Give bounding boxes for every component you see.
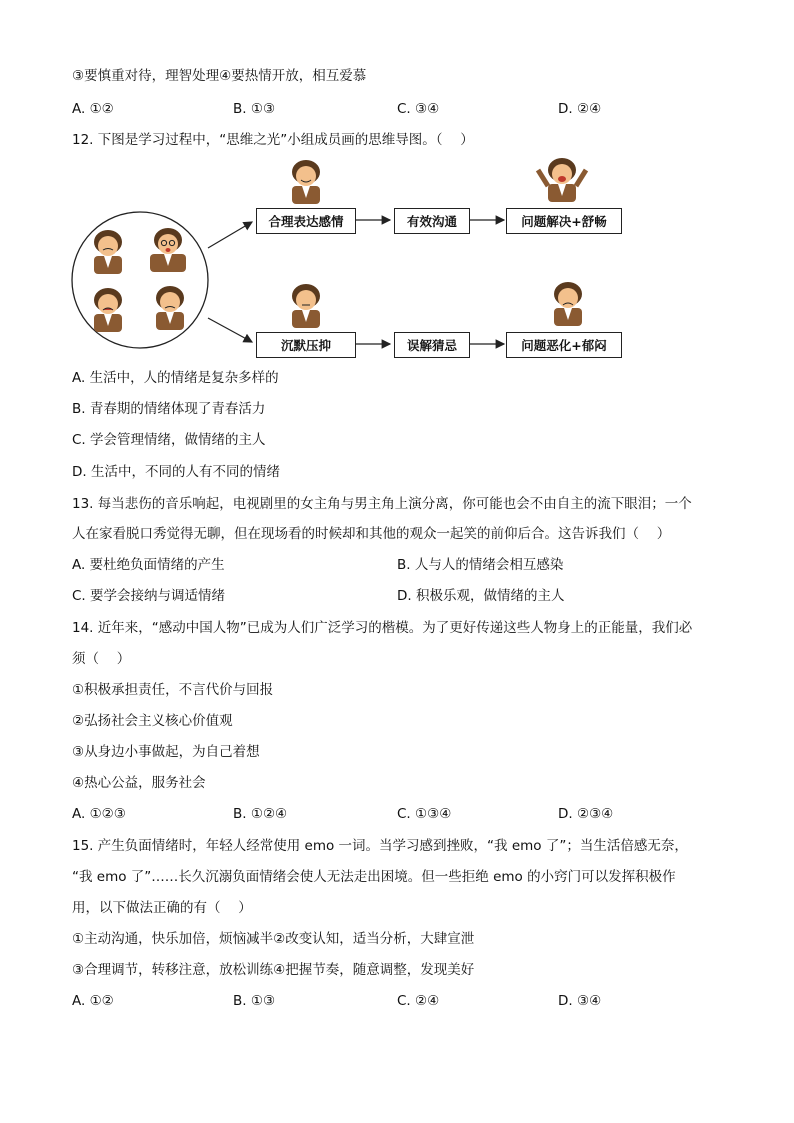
arrow-to-top [208,222,252,248]
figure-expressing-icon [292,160,320,204]
q14-option-a[interactable]: A. ①②③ [72,806,126,822]
question-14-stem-2: 须（ ） [72,651,131,667]
option-b[interactable]: B. ①③ [233,101,276,117]
arrow-to-bottom [208,318,252,342]
question-12-stem: 12. 下图是学习过程中，“思维之光”小组成员画的思维导图。（ ） [72,132,474,148]
question-13-stem-2: 人在家看脱口秀觉得无聊，但在现场看的时候却和其他的观众一起笑的前仰后合。这告诉我们（ ） [72,526,671,542]
q14-item-4: ④热心公益，服务社会 [72,775,206,791]
q15-items-1: ①主动沟通，快乐加倍，烦恼减半②改变认知，适当分析，大肆宣泄 [72,931,475,947]
question-15-stem-3: 用，以下做法正确的有（ ） [72,900,252,916]
box-problem-worsened: 问题恶化+郁闷 [506,332,622,358]
figure-silent-icon [292,284,320,328]
q13-option-a[interactable]: A. 要杜绝负面情绪的产生 [72,557,225,573]
question-15-stem-2: “我 emo 了”……长久沉溺负面情绪会使人无法走出困境。但一些拒绝 emo 的小窍门可以发挥积极作 [72,869,676,885]
option-a[interactable]: A. ①② [72,101,114,117]
q15-items-2: ③合理调节，转移注意，放松训练④把握节奏，随意调整，发现美好 [72,962,475,978]
box-express-feelings: 合理表达感情 [256,208,356,234]
option-d[interactable]: D. ②④ [558,101,602,117]
q13-option-b[interactable]: B. 人与人的情绪会相互感染 [397,557,564,573]
mind-map-diagram [60,150,660,365]
q15-option-c[interactable]: C. ②④ [397,993,440,1009]
statement-line: ③要慎重对待，理智处理④要热情开放，相互爱慕 [72,68,367,84]
question-13-stem-1: 13. 每当悲伤的音乐响起，电视剧里的女主角与男主角上演分离，你可能也会不由自主的流下眼泪；一个 [72,496,692,512]
q12-option-d[interactable]: D. 生活中，不同的人有不同的情绪 [72,464,280,480]
box-problem-solved: 问题解决+舒畅 [506,208,622,234]
q14-option-c[interactable]: C. ①③④ [397,806,452,822]
question-14-stem-1: 14. 近年来，“感动中国人物”已成为人们广泛学习的楷模。为了更好传递这些人物身上的正能量，我们必 [72,620,693,636]
q14-item-2: ②弘扬社会主义核心价值观 [72,713,233,729]
option-c[interactable]: C. ③④ [397,101,440,117]
box-misunderstanding: 误解猜忌 [394,332,470,358]
emotion-circle [72,212,208,348]
q14-option-b[interactable]: B. ①②④ [233,806,288,822]
q14-item-1: ①积极承担责任，不言代价与回报 [72,682,274,698]
q15-option-d[interactable]: D. ③④ [558,993,602,1009]
q15-option-a[interactable]: A. ①② [72,993,114,1009]
box-silent-suppression: 沉默压抑 [256,332,356,358]
q13-option-c[interactable]: C. 要学会接纳与调适情绪 [72,588,226,604]
q14-item-3: ③从身边小事做起，为自己着想 [72,744,260,760]
q12-option-c[interactable]: C. 学会管理情绪，做情绪的主人 [72,432,266,448]
figure-cheering-icon [538,158,586,202]
q13-option-d[interactable]: D. 积极乐观，做情绪的主人 [397,588,565,604]
q12-option-a[interactable]: A. 生活中，人的情绪是复杂多样的 [72,370,279,386]
q12-option-b[interactable]: B. 青春期的情绪体现了青春活力 [72,401,266,417]
q15-option-b[interactable]: B. ①③ [233,993,276,1009]
figure-gloomy-icon [554,282,582,326]
question-15-stem-1: 15. 产生负面情绪时，年轻人经常使用 emo 一词。当学习感到挫败，“我 emo 了”；当生活倍感无奈， [72,838,688,854]
q14-option-d[interactable]: D. ②③④ [558,806,614,822]
box-effective-communication: 有效沟通 [394,208,470,234]
